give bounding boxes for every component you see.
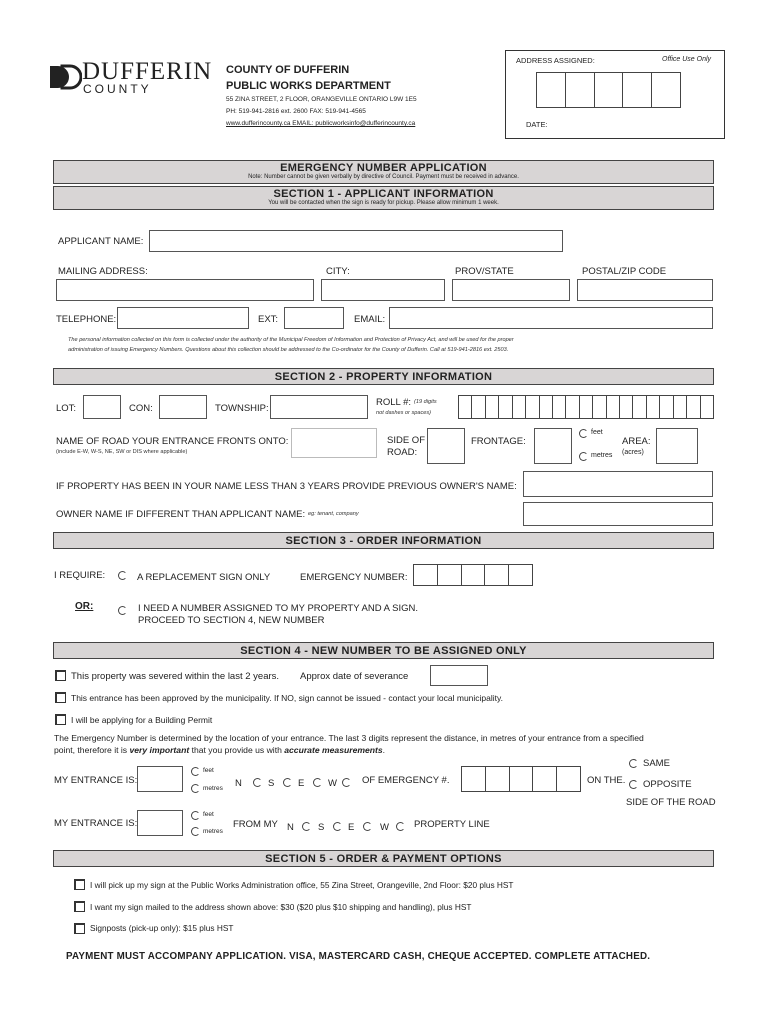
address-assigned-label: ADDRESS ASSIGNED: bbox=[516, 56, 595, 65]
pickup-checkbox[interactable] bbox=[74, 879, 85, 890]
dir-e-radio-1[interactable] bbox=[313, 778, 322, 787]
explain-line-1: The Emergency Number is determined by the location of your entrance. The last 3 digits represent the distance, in metres of your entrance from a specified bbox=[54, 733, 644, 743]
office-use-label: Office Use Only bbox=[662, 56, 712, 63]
replacement-sign-radio[interactable] bbox=[118, 571, 127, 580]
dir-e-radio-2[interactable] bbox=[363, 822, 372, 831]
section-1-bar bbox=[53, 186, 714, 210]
lot-label: LOT: bbox=[56, 403, 77, 414]
section-1-note: You will be contacted when the sign is ready for pickup. Please allow minimum 1 week. bbox=[268, 200, 499, 206]
of-emergency-number-field[interactable] bbox=[461, 766, 581, 792]
dir-s-radio-1[interactable] bbox=[283, 778, 292, 787]
roll-label: ROLL #: bbox=[376, 397, 412, 408]
section-3-bar bbox=[53, 532, 714, 549]
pickup-label: I will pick up my sign at the Public Works Administration office, 55 Zina Street, Orangeville, 2nd Floor: $20 plus HST bbox=[90, 880, 514, 890]
side-of-road-field[interactable] bbox=[427, 428, 465, 464]
entrance-distance-field-2[interactable] bbox=[137, 810, 183, 836]
entrance-feet-label-2: feet bbox=[203, 811, 214, 818]
prov-field[interactable] bbox=[452, 279, 570, 301]
section-4-bar bbox=[53, 642, 714, 659]
applicant-name-label: APPLICANT NAME: bbox=[58, 236, 144, 247]
owner-name-field[interactable] bbox=[523, 502, 713, 526]
township-label: TOWNSHIP: bbox=[215, 403, 269, 414]
lot-field[interactable] bbox=[83, 395, 121, 419]
road-name-hint: (include E-W, W-S, NE, SW or DIS where applicable) bbox=[56, 449, 188, 455]
county-logo bbox=[48, 60, 223, 100]
section-5-bar bbox=[53, 850, 714, 867]
same-side-radio[interactable] bbox=[629, 759, 638, 768]
new-number-radio[interactable] bbox=[118, 606, 127, 615]
on-the-label: ON THE. bbox=[587, 775, 626, 786]
approved-checkbox[interactable] bbox=[55, 692, 66, 703]
side-of-label: SIDE OF bbox=[387, 435, 426, 446]
area-field[interactable] bbox=[656, 428, 698, 464]
township-field[interactable] bbox=[270, 395, 368, 419]
entrance-metres-label-1: metres bbox=[203, 785, 223, 792]
dir-s-radio-2[interactable] bbox=[333, 822, 342, 831]
new-number-line-1: I NEED A NUMBER ASSIGNED TO MY PROPERTY AND A SIGN. bbox=[138, 603, 418, 614]
entrance-feet-radio-2[interactable] bbox=[191, 811, 200, 820]
dir-e-label-2: E bbox=[348, 822, 355, 833]
replacement-sign-label: A REPLACEMENT SIGN ONLY bbox=[137, 572, 271, 583]
emergency-number-field[interactable] bbox=[413, 564, 533, 586]
mailing-address-field[interactable] bbox=[56, 279, 314, 301]
applicant-name-field[interactable] bbox=[149, 230, 563, 252]
dufferin-logo-icon bbox=[48, 62, 82, 92]
email-label: EMAIL: bbox=[354, 314, 386, 325]
entrance-label-1: MY ENTRANCE IS: bbox=[54, 775, 138, 786]
date-label: DATE: bbox=[526, 120, 548, 129]
approved-label: This entrance has been approved by the municipality. If NO, sign cannot be issued - contact your local municipality. bbox=[71, 693, 503, 703]
same-side-label: SAME bbox=[643, 758, 670, 769]
postal-field[interactable] bbox=[577, 279, 713, 301]
frontage-label: FRONTAGE: bbox=[471, 436, 526, 447]
mail-checkbox[interactable] bbox=[74, 901, 85, 912]
telephone-field[interactable] bbox=[117, 307, 249, 329]
from-my-label: FROM MY bbox=[233, 819, 278, 830]
city-label: CITY: bbox=[326, 266, 350, 277]
section-2-bar bbox=[53, 368, 714, 385]
privacy-line-2: administration of issuing Emergency Numbers. Questions about this collection should be addressed to the Co-ordinator for the County of Dufferin. Call at 519-941-2816 ext. 2503. bbox=[68, 347, 509, 353]
dept-title: PUBLIC WORKS DEPARTMENT bbox=[226, 80, 391, 92]
section-3-title: SECTION 3 - ORDER INFORMATION bbox=[285, 535, 482, 547]
telephone-label: TELEPHONE: bbox=[56, 314, 117, 325]
owner-name-label: OWNER NAME IF DIFFERENT THAN APPLICANT NAME: bbox=[56, 509, 306, 520]
dir-e-label-1: E bbox=[298, 778, 305, 789]
entrance-feet-radio-1[interactable] bbox=[191, 767, 200, 776]
signposts-checkbox[interactable] bbox=[74, 923, 85, 934]
ext-field[interactable] bbox=[284, 307, 344, 329]
privacy-line-1: The personal information collected on this form is collected under the authority of the Municipal Freedom of Information and Protection of Privacy Act, and will be used for the proper bbox=[68, 337, 514, 343]
roll-number-field[interactable] bbox=[458, 395, 714, 419]
web-line: www.dufferincounty.ca EMAIL: publicworksinfo@dufferincounty.ca bbox=[226, 120, 416, 127]
previous-owner-label: IF PROPERTY HAS BEEN IN YOUR NAME LESS THAN 3 YEARS PROVIDE PREVIOUS OWNER'S NAME: bbox=[56, 481, 517, 492]
org-title: COUNTY OF DUFFERIN bbox=[226, 64, 350, 76]
section-1-title: SECTION 1 - APPLICANT INFORMATION bbox=[273, 188, 494, 200]
opposite-side-radio[interactable] bbox=[629, 780, 638, 789]
dir-w-radio-1[interactable] bbox=[342, 778, 351, 787]
title-bar bbox=[53, 160, 714, 184]
logo-name: DUFFERIN bbox=[82, 58, 213, 85]
address-assigned-field[interactable] bbox=[536, 72, 681, 108]
entrance-metres-radio-1[interactable] bbox=[191, 784, 200, 793]
postal-label: POSTAL/ZIP CODE bbox=[582, 266, 667, 277]
dir-n-radio-1[interactable] bbox=[253, 778, 262, 787]
frontage-field[interactable] bbox=[534, 428, 572, 464]
roll-hint-2: not dashes or spaces) bbox=[376, 410, 432, 416]
entrance-metres-radio-2[interactable] bbox=[191, 827, 200, 836]
entrance-distance-field-1[interactable] bbox=[137, 766, 183, 792]
address-line: 55 ZINA STREET, 2 FLOOR, ORANGEVILLE ONTARIO L9W 1E5 bbox=[226, 96, 417, 103]
explain-2b: very important bbox=[129, 745, 190, 755]
mail-label: I want my sign mailed to the address shown above: $30 ($20 plus $10 shipping and handling), plus HST bbox=[90, 902, 472, 912]
roll-hint-1: (19 digits bbox=[414, 399, 437, 405]
dir-w-label-2: W bbox=[380, 822, 389, 833]
section-2-title: SECTION 2 - PROPERTY INFORMATION bbox=[274, 371, 493, 383]
prov-label: PROV/STATE bbox=[455, 266, 514, 277]
con-field[interactable] bbox=[159, 395, 207, 419]
section-5-title: SECTION 5 - ORDER & PAYMENT OPTIONS bbox=[265, 853, 502, 865]
road-name-field[interactable] bbox=[291, 428, 377, 458]
building-permit-checkbox[interactable] bbox=[55, 714, 66, 725]
or-label: OR: bbox=[75, 601, 94, 612]
new-number-line-2: PROCEED TO SECTION 4, NEW NUMBER bbox=[138, 615, 325, 626]
opposite-side-label: OPPOSITE bbox=[643, 779, 692, 790]
con-label: CON: bbox=[129, 403, 153, 414]
road-label: ROAD: bbox=[387, 447, 418, 458]
phone-line: PH: 519-941-2816 ext. 2600 FAX: 519-941-4565 bbox=[226, 108, 366, 115]
frontage-feet-label: feet bbox=[591, 429, 603, 436]
road-name-label: NAME OF ROAD YOUR ENTRANCE FRONTS ONTO: bbox=[56, 436, 289, 447]
severance-date-field[interactable] bbox=[430, 665, 488, 686]
form-title: EMERGENCY NUMBER APPLICATION bbox=[280, 162, 487, 174]
acres-label: (acres) bbox=[622, 449, 644, 456]
dir-s-label-1: S bbox=[268, 778, 275, 789]
payment-note: PAYMENT MUST ACCOMPANY APPLICATION. VISA, MASTERCARD CASH, CHEQUE ACCEPTED. COMPLETE ATTACHED. bbox=[66, 951, 651, 962]
severed-checkbox[interactable] bbox=[55, 670, 66, 681]
signposts-label: Signposts (pick-up only): $15 plus HST bbox=[90, 923, 234, 933]
dir-s-label-2: S bbox=[318, 822, 325, 833]
frontage-feet-radio[interactable] bbox=[579, 429, 588, 438]
dir-w-radio-2[interactable] bbox=[396, 822, 405, 831]
require-label: I REQUIRE: bbox=[54, 570, 106, 581]
entrance-feet-label-1: feet bbox=[203, 767, 214, 774]
logo-sub: COUNTY bbox=[83, 82, 152, 96]
entrance-label-2: MY ENTRANCE IS: bbox=[54, 818, 138, 829]
side-of-road-label: SIDE OF THE ROAD bbox=[626, 797, 716, 808]
dir-n-label-1: N bbox=[235, 778, 242, 789]
area-label: AREA: bbox=[622, 436, 651, 447]
dir-w-label-1: W bbox=[328, 778, 337, 789]
owner-name-hint: eg: tenant, company bbox=[308, 511, 359, 517]
property-line-label: PROPERTY LINE bbox=[414, 819, 490, 830]
emergency-number-label: EMERGENCY NUMBER: bbox=[300, 572, 408, 583]
severed-label: This property was severed within the last 2 years. bbox=[71, 671, 280, 682]
section-4-title: SECTION 4 - NEW NUMBER TO BE ASSIGNED ONLY bbox=[240, 645, 527, 657]
explain-2a: point, therefore it is bbox=[54, 745, 130, 755]
building-permit-label: I will be applying for a Building Permit bbox=[71, 715, 213, 725]
mailing-address-label: MAILING ADDRESS: bbox=[58, 266, 148, 277]
of-emergency-label: OF EMERGENCY #. bbox=[362, 775, 450, 786]
email-field[interactable] bbox=[389, 307, 713, 329]
dir-n-label-2: N bbox=[287, 822, 294, 833]
entrance-metres-label-2: metres bbox=[203, 828, 223, 835]
previous-owner-field[interactable] bbox=[523, 471, 713, 497]
frontage-metres-radio[interactable] bbox=[579, 452, 588, 461]
explain-2d: accurate measurements bbox=[284, 745, 383, 755]
explain-2c: that you provide us with bbox=[189, 745, 285, 755]
form-note: Note: Number cannot be given verbally by directive of Council. Payment must be received in advance. bbox=[248, 174, 519, 180]
ext-label: EXT: bbox=[258, 314, 279, 325]
severance-date-label: Approx date of severance bbox=[300, 671, 409, 682]
explain-line-2: point, therefore it is very important that you provide us with accurate measurements. bbox=[54, 745, 386, 755]
city-field[interactable] bbox=[321, 279, 445, 301]
frontage-metres-label: metres bbox=[591, 452, 613, 459]
dir-n-radio-2[interactable] bbox=[302, 822, 311, 831]
